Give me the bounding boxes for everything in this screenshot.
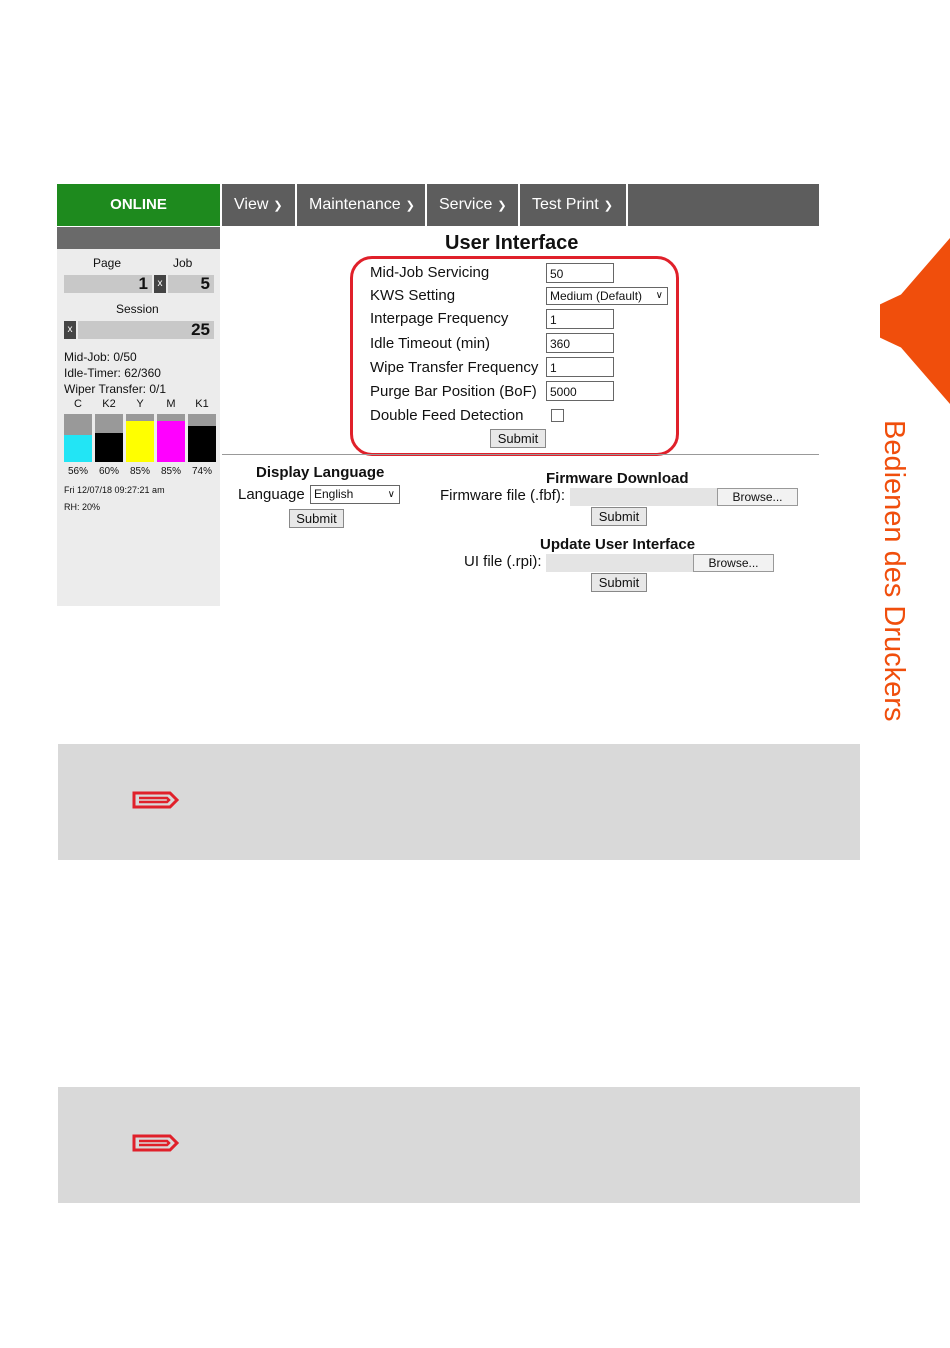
chevron-down-icon: ∨ <box>387 489 395 500</box>
humidity: RH: 20% <box>64 502 101 512</box>
label-mid-job-servicing: Mid-Job Servicing <box>370 264 490 281</box>
printer-ui-screenshot <box>57 184 819 606</box>
ink-fill <box>188 426 216 462</box>
ink-gauge-m <box>157 414 185 462</box>
firmware-browse-button[interactable]: Browse... <box>717 488 798 506</box>
ink-gauge-y <box>126 414 154 462</box>
chevron-down-icon: ❯ <box>273 200 283 212</box>
mid-job-status: Mid-Job: 0/50 <box>64 350 137 364</box>
chapter-title: Bedienen des Druckers <box>878 420 910 722</box>
page-label: Page <box>93 256 122 270</box>
sidebar-header <box>57 227 220 249</box>
idle-timer-status: Idle-Timer: 62/360 <box>64 366 161 380</box>
page-title: User Interface <box>445 232 579 254</box>
status-online: ONLINE <box>57 184 220 226</box>
double-feed-detection-checkbox[interactable] <box>551 409 564 422</box>
language-select[interactable]: English ∨ <box>310 485 400 504</box>
display-language-title: Display Language <box>256 464 385 481</box>
update-ui-title: Update User Interface <box>540 536 696 553</box>
ink-fill <box>157 421 185 462</box>
chevron-down-icon: ❯ <box>497 200 507 212</box>
ink-fill <box>95 433 123 462</box>
wipe-transfer-frequency-input[interactable]: 1 <box>546 357 614 377</box>
ink-label-y: Y <box>136 398 144 410</box>
note-clip-icon <box>131 788 181 812</box>
ui-submit-button[interactable]: Submit <box>591 573 647 592</box>
ui-file-input[interactable] <box>546 554 693 572</box>
page-counter: 1 <box>64 275 152 293</box>
ink-fill <box>126 421 154 462</box>
ink-percent-y: 85% <box>129 466 150 477</box>
note-box <box>58 1087 860 1203</box>
note-clip-icon <box>131 1131 181 1155</box>
ui-browse-button[interactable]: Browse... <box>693 554 774 572</box>
chevron-down-icon: ❯ <box>603 200 613 212</box>
interpage-frequency-input[interactable]: 1 <box>546 309 614 329</box>
ink-percent-k2: 60% <box>98 466 119 477</box>
label-interpage-frequency: Interpage Frequency <box>370 310 509 327</box>
chevron-down-icon: ∨ <box>655 290 663 301</box>
ink-gauge-k1 <box>188 414 216 462</box>
ui-file-label: UI file (.rpi): <box>464 553 542 570</box>
ink-percent-c: 56% <box>67 466 88 477</box>
firmware-file-label: Firmware file (.fbf): <box>440 487 566 504</box>
status-sidebar <box>57 249 220 606</box>
datetime: Fri 12/07/18 09:27:21 am <box>64 485 165 495</box>
ink-label-k2: K2 <box>102 398 116 410</box>
ink-label-c: C <box>74 398 82 410</box>
language-submit-button[interactable]: Submit <box>289 509 344 528</box>
mid-job-servicing-input[interactable]: 50 <box>546 263 614 283</box>
ink-percent-k1: 74% <box>191 466 212 477</box>
reset-job-button[interactable]: x <box>154 275 166 293</box>
session-label: Session <box>116 302 159 316</box>
language-label: Language <box>238 486 305 503</box>
ink-gauge-c <box>64 414 92 462</box>
top-nav <box>222 184 819 226</box>
chevron-down-icon: ❯ <box>405 200 415 212</box>
user-interface-submit-button[interactable]: Submit <box>490 429 546 448</box>
idle-timeout-input[interactable]: 360 <box>546 333 614 353</box>
nav-maintenance[interactable]: Maintenance ❯ <box>297 184 427 226</box>
job-label: Job <box>173 256 193 270</box>
purge-bar-position-input[interactable]: 5000 <box>546 381 614 401</box>
nav-view[interactable]: View ❯ <box>222 184 297 226</box>
firmware-download-title: Firmware Download <box>546 470 689 487</box>
ink-gauge-k2 <box>95 414 123 462</box>
firmware-submit-button[interactable]: Submit <box>591 507 647 526</box>
highlight-outline <box>350 256 679 456</box>
job-counter: 5 <box>168 275 214 293</box>
firmware-file-input[interactable] <box>570 488 717 506</box>
kws-setting-select[interactable]: Medium (Default) ∨ <box>546 287 668 305</box>
wiper-transfer-status: Wiper Transfer: 0/1 <box>64 382 167 396</box>
label-wipe-transfer-frequency: Wipe Transfer Frequency <box>370 359 539 376</box>
nav-service[interactable]: Service ❯ <box>427 184 520 226</box>
label-purge-bar-position: Purge Bar Position (BoF) <box>370 383 537 400</box>
ink-percent-m: 85% <box>160 466 181 477</box>
label-kws-setting: KWS Setting <box>370 287 456 304</box>
ink-label-k1: K1 <box>195 398 209 410</box>
label-idle-timeout: Idle Timeout (min) <box>370 335 491 352</box>
session-counter: 25 <box>78 321 214 339</box>
chapter-tab <box>880 238 950 404</box>
note-box <box>58 744 860 860</box>
label-double-feed-detection: Double Feed Detection <box>370 407 524 424</box>
reset-session-button[interactable]: x <box>64 321 76 339</box>
nav-test-print[interactable]: Test Print ❯ <box>520 184 628 226</box>
divider <box>222 454 819 455</box>
ink-fill <box>64 435 92 462</box>
ink-label-m: M <box>166 398 176 410</box>
